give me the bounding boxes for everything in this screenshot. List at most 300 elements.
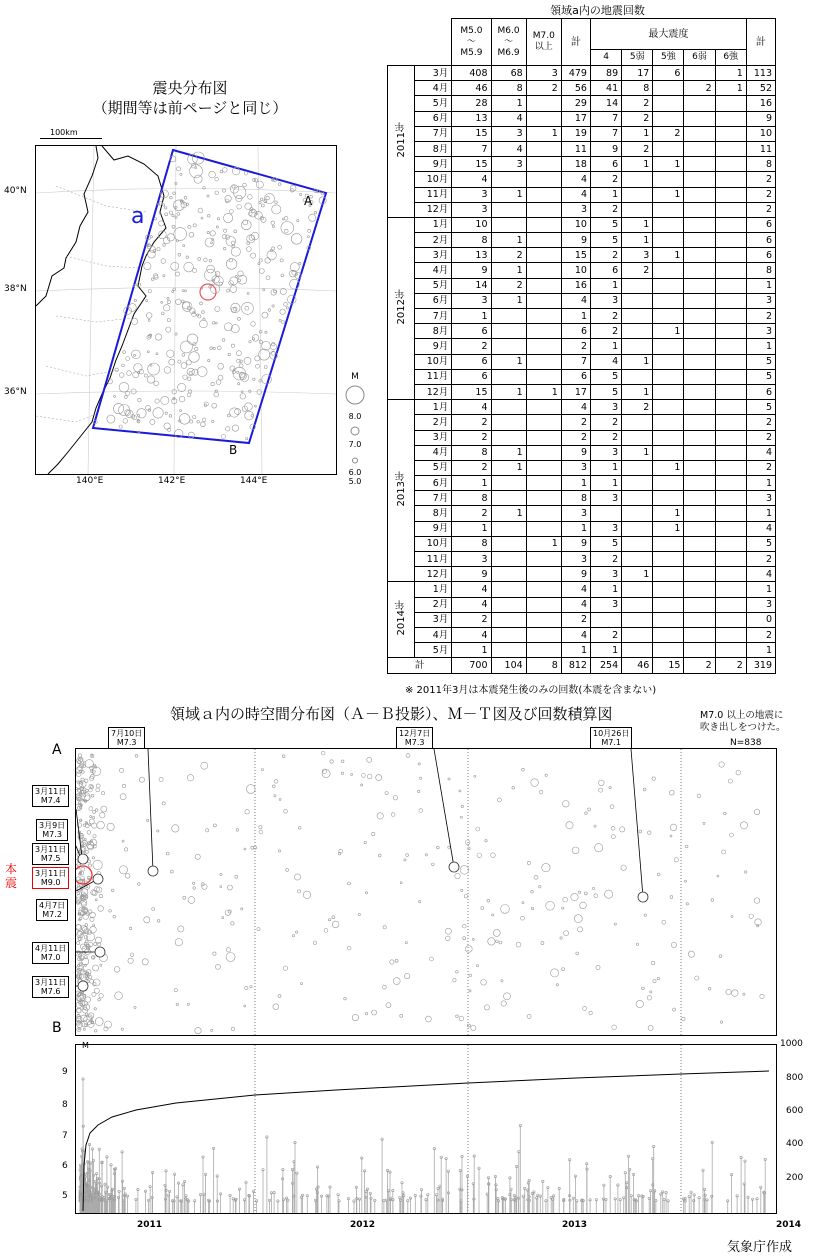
count-cell: 3 xyxy=(452,293,491,308)
lon-label-140: 140°E xyxy=(76,476,104,486)
table-row xyxy=(388,536,776,551)
event-marker xyxy=(261,769,263,771)
count-cell xyxy=(653,491,684,506)
epicenter-marker xyxy=(218,363,224,369)
event-marker xyxy=(448,778,450,780)
count-cell: 3 xyxy=(561,552,590,567)
count-cell xyxy=(622,202,653,217)
event-marker xyxy=(341,772,343,774)
event-marker xyxy=(259,826,262,829)
epicenter-marker xyxy=(172,225,175,228)
year-cell: 2013年 xyxy=(388,400,415,582)
count-cell xyxy=(715,415,746,430)
event-marker xyxy=(743,993,745,995)
count-cell xyxy=(684,369,715,384)
event-marker xyxy=(93,835,96,838)
epicenter-marker xyxy=(187,334,198,345)
event-marker xyxy=(125,873,130,878)
count-cell: 2 xyxy=(590,202,621,217)
total-cell: 254 xyxy=(590,658,621,673)
event-marker xyxy=(545,774,547,776)
count-cell xyxy=(622,597,653,612)
event-marker xyxy=(551,969,559,977)
epicenter-marker xyxy=(167,300,170,303)
callout-2011-03-09: 3月9日 M7.3 xyxy=(36,819,68,841)
epicenter-marker xyxy=(134,364,142,372)
event-marker xyxy=(405,973,410,978)
axis-label-a: A xyxy=(52,742,62,758)
spacetime-note xyxy=(700,710,786,734)
event-marker xyxy=(391,813,395,817)
event-marker xyxy=(358,913,360,915)
event-marker xyxy=(122,840,124,842)
epicenter-marker xyxy=(209,259,212,262)
count-cell: 2 xyxy=(590,248,621,263)
count-cell xyxy=(491,430,526,445)
event-marker xyxy=(563,897,568,902)
epicenter-marker xyxy=(163,275,165,277)
count-cell xyxy=(684,141,715,156)
table-row xyxy=(388,627,776,642)
epicenter-marker xyxy=(201,422,206,427)
epicenter-marker xyxy=(165,207,167,209)
event-marker xyxy=(330,760,333,763)
count-cell: 1 xyxy=(452,476,491,491)
count-cell: 1 xyxy=(746,506,775,521)
event-marker xyxy=(213,824,216,827)
event-marker xyxy=(685,845,688,848)
count-cell: 1 xyxy=(561,476,590,491)
table-row xyxy=(388,233,776,248)
count-cell: 4 xyxy=(561,172,590,187)
count-cell: 1 xyxy=(590,278,621,293)
epicenter-marker xyxy=(225,195,231,201)
event-marker xyxy=(584,892,587,895)
epicenter-marker xyxy=(148,290,151,293)
count-cell: 1 xyxy=(526,126,561,141)
event-marker xyxy=(292,935,294,937)
count-cell xyxy=(526,460,561,475)
table-note: ※ 2011年3月は本震発生後のみの回数(本震を含まない) xyxy=(405,685,657,696)
epicenter-marker xyxy=(240,360,243,363)
epicenter-marker xyxy=(259,201,261,203)
epicenter-marker xyxy=(265,331,267,333)
epicenter-marker xyxy=(148,251,156,259)
event-marker xyxy=(113,915,116,918)
event-marker xyxy=(115,992,123,1000)
month-cell: 9月 xyxy=(415,157,452,172)
count-cell: 4 xyxy=(746,567,775,582)
event-marker xyxy=(178,926,184,932)
count-cell xyxy=(622,627,653,642)
epicenter-marker xyxy=(170,196,173,199)
month-cell: 7月 xyxy=(415,309,452,324)
epicenter-marker xyxy=(224,229,227,232)
count-cell xyxy=(715,567,746,582)
table-row xyxy=(388,612,776,627)
count-cell: 4 xyxy=(561,582,590,597)
event-marker xyxy=(94,1008,96,1010)
count-cell xyxy=(715,552,746,567)
mt-year-2011: 2011 xyxy=(137,1220,163,1230)
event-marker xyxy=(464,895,467,898)
count-cell xyxy=(684,309,715,324)
event-marker xyxy=(122,784,125,787)
header-intensity-0: 4 xyxy=(590,50,621,66)
count-cell: 3 xyxy=(590,567,621,582)
count-cell xyxy=(526,354,561,369)
epicenter-marker xyxy=(262,341,271,350)
event-marker xyxy=(124,848,127,851)
count-cell: 15 xyxy=(561,248,590,263)
count-cell: 2 xyxy=(653,126,684,141)
event-marker xyxy=(463,937,466,940)
event-marker xyxy=(94,764,96,766)
event-marker xyxy=(101,806,107,812)
header-total: 計 xyxy=(561,19,590,66)
epicenter-marker xyxy=(198,258,201,261)
event-marker xyxy=(560,937,562,939)
count-cell: 3 xyxy=(526,66,561,81)
count-cell: 10 xyxy=(746,126,775,141)
total-cell: 46 xyxy=(622,658,653,673)
count-cell xyxy=(684,521,715,536)
count-cell xyxy=(491,339,526,354)
epicenter-marker xyxy=(134,299,136,301)
count-cell: 8 xyxy=(452,233,491,248)
event-marker xyxy=(531,890,534,893)
event-marker xyxy=(685,880,687,882)
event-marker xyxy=(367,757,372,762)
event-marker xyxy=(85,1013,87,1015)
count-cell: 2 xyxy=(561,415,590,430)
mainshock-epicenter xyxy=(200,284,216,300)
count-cell xyxy=(622,521,653,536)
epicenter-marker xyxy=(275,201,278,204)
count-cell: 2 xyxy=(452,415,491,430)
event-marker xyxy=(682,1017,686,1021)
epicenter-marker xyxy=(246,247,251,252)
event-marker xyxy=(97,821,105,829)
count-cell xyxy=(715,293,746,308)
event-marker xyxy=(501,980,503,982)
count-cell: 2 xyxy=(746,460,775,475)
epicenter-marker xyxy=(147,376,154,383)
count-cell: 1 xyxy=(590,582,621,597)
event-marker xyxy=(364,841,366,843)
mt-plot-svg xyxy=(76,1045,776,1213)
count-cell: 1 xyxy=(561,309,590,324)
count-cell: 6 xyxy=(561,324,590,339)
count-cell xyxy=(715,369,746,384)
epicenter-marker xyxy=(212,322,215,325)
count-cell: 19 xyxy=(561,126,590,141)
event-marker xyxy=(99,994,103,998)
count-cell: 9 xyxy=(590,141,621,156)
event-marker xyxy=(278,994,281,997)
mt-rtick-600: 600 xyxy=(786,1106,804,1116)
epicenter-marker xyxy=(314,211,317,214)
month-cell: 5月 xyxy=(415,96,452,111)
count-cell: 5 xyxy=(746,369,775,384)
count-cell: 2 xyxy=(452,612,491,627)
count-cell: 2 xyxy=(590,552,621,567)
count-cell: 5 xyxy=(746,400,775,415)
epicenter-marker xyxy=(272,225,274,227)
epicenter-marker xyxy=(259,340,262,343)
count-cell xyxy=(526,552,561,567)
earthquake-count-table xyxy=(387,18,776,674)
event-marker xyxy=(76,1016,82,1022)
count-cell xyxy=(653,96,684,111)
count-cell xyxy=(715,430,746,445)
count-cell: 2 xyxy=(590,309,621,324)
epicenter-marker xyxy=(169,211,172,214)
count-cell xyxy=(526,248,561,263)
count-cell xyxy=(653,369,684,384)
count-cell: 4 xyxy=(452,400,491,415)
epicenter-marker xyxy=(226,427,230,431)
count-cell xyxy=(653,339,684,354)
event-marker xyxy=(162,802,165,805)
event-marker xyxy=(652,961,655,964)
callout-2011-04-07: 4月7日 M7.2 xyxy=(36,899,68,921)
count-cell xyxy=(715,460,746,475)
event-marker xyxy=(244,1005,246,1007)
epicenter-marker xyxy=(222,234,226,238)
event-marker xyxy=(351,773,353,775)
month-cell: 1月 xyxy=(415,217,452,232)
epicenter-marker xyxy=(202,311,205,314)
count-cell xyxy=(715,476,746,491)
count-cell: 2 xyxy=(622,263,653,278)
count-cell: 29 xyxy=(561,96,590,111)
event-marker xyxy=(85,997,91,1003)
event-marker xyxy=(215,964,220,969)
mt-year-2013: 2013 xyxy=(562,1220,588,1230)
event-marker xyxy=(187,1003,189,1005)
epicenter-marker xyxy=(215,322,217,324)
count-cell: 2 xyxy=(561,612,590,627)
event-marker xyxy=(686,903,688,905)
count-cell: 1 xyxy=(491,187,526,202)
table-row xyxy=(388,400,776,415)
count-cell: 1 xyxy=(622,384,653,399)
count-cell xyxy=(622,187,653,202)
event-marker xyxy=(732,990,739,997)
count-cell xyxy=(653,400,684,415)
epicenter-marker xyxy=(232,185,235,188)
epicenter-marker xyxy=(272,343,275,346)
month-cell: 10月 xyxy=(415,172,452,187)
epicenter-marker xyxy=(216,380,221,385)
count-cell: 6 xyxy=(746,384,775,399)
header-intensity-2: 5強 xyxy=(653,50,684,66)
event-marker xyxy=(83,1028,85,1030)
count-cell: 7 xyxy=(590,111,621,126)
mt-plot xyxy=(75,1044,777,1214)
count-cell xyxy=(491,597,526,612)
event-marker xyxy=(461,889,463,891)
mag-legend-8: 8.0 xyxy=(348,412,362,421)
event-marker xyxy=(235,875,238,878)
epicenter-marker xyxy=(237,205,242,210)
count-cell xyxy=(715,491,746,506)
epicenter-marker xyxy=(214,392,219,397)
event-marker xyxy=(365,1013,367,1015)
credit-label: 気象庁作成 xyxy=(727,1240,793,1255)
epicenter-marker xyxy=(193,416,196,419)
epicenter-marker xyxy=(222,435,226,439)
event-marker xyxy=(332,921,339,928)
count-cell xyxy=(622,476,653,491)
event-marker xyxy=(516,942,521,947)
epicenter-marker xyxy=(125,396,128,399)
count-cell xyxy=(526,172,561,187)
count-cell xyxy=(526,369,561,384)
callout-2012-12-07: 12月7日 M7.3 xyxy=(396,727,433,749)
event-marker xyxy=(250,986,252,988)
total-cell: 700 xyxy=(452,658,491,673)
count-cell xyxy=(715,187,746,202)
count-cell: 2 xyxy=(452,506,491,521)
event-marker xyxy=(231,1027,234,1030)
map-subtitle: （期間等は前ページと同じ） xyxy=(92,99,288,117)
epicenter-marker xyxy=(200,302,203,305)
epicenter-marker xyxy=(256,181,263,188)
event-marker xyxy=(98,906,104,912)
count-cell xyxy=(622,582,653,597)
count-cell xyxy=(715,612,746,627)
month-cell: 1月 xyxy=(415,582,452,597)
epicenter-marker xyxy=(204,258,208,262)
event-marker xyxy=(461,805,463,807)
event-marker xyxy=(91,956,94,959)
count-cell: 1 xyxy=(491,263,526,278)
map-title-text: 震央分布図 xyxy=(152,79,228,97)
count-cell: 15 xyxy=(452,384,491,399)
table-title: 領域a内の地震回数 xyxy=(550,4,645,17)
count-cell xyxy=(526,339,561,354)
count-cell: 8 xyxy=(491,81,526,96)
event-marker xyxy=(488,938,495,945)
count-cell: 4 xyxy=(452,582,491,597)
epicenter-marker xyxy=(133,354,135,356)
event-marker xyxy=(295,931,297,933)
epicenter-marker xyxy=(215,177,219,181)
event-marker xyxy=(745,871,747,873)
event-marker xyxy=(460,816,462,818)
count-cell xyxy=(715,339,746,354)
month-cell: 2月 xyxy=(415,597,452,612)
count-cell: 3 xyxy=(590,400,621,415)
count-cell xyxy=(653,202,684,217)
epicenter-marker xyxy=(247,292,249,294)
count-cell xyxy=(622,324,653,339)
count-cell: 2 xyxy=(452,339,491,354)
table-row xyxy=(388,126,776,141)
epicenter-marker xyxy=(245,403,253,411)
event-marker xyxy=(731,916,733,918)
count-cell xyxy=(715,126,746,141)
event-marker xyxy=(612,1025,617,1030)
event-marker xyxy=(455,873,460,878)
count-cell xyxy=(715,172,746,187)
count-cell xyxy=(526,202,561,217)
count-cell xyxy=(684,126,715,141)
count-cell: 7 xyxy=(590,126,621,141)
count-cell: 1 xyxy=(746,643,775,658)
count-cell xyxy=(491,217,526,232)
event-marker xyxy=(77,941,80,944)
event-marker xyxy=(303,891,310,898)
event-marker xyxy=(456,971,459,974)
mag-legend-7-circle xyxy=(344,426,366,436)
lat-label-40: 40°N xyxy=(4,186,27,196)
count-cell xyxy=(491,643,526,658)
event-marker xyxy=(98,998,101,1001)
epicenter-marker xyxy=(161,312,164,315)
count-cell xyxy=(526,141,561,156)
event-marker xyxy=(245,986,248,989)
count-cell: 2 xyxy=(622,400,653,415)
count-cell xyxy=(526,324,561,339)
count-cell: 4 xyxy=(561,597,590,612)
epicenter-marker xyxy=(217,218,219,220)
count-cell: 5 xyxy=(590,217,621,232)
month-cell: 10月 xyxy=(415,354,452,369)
event-marker xyxy=(344,997,347,1000)
event-marker xyxy=(404,859,406,861)
count-cell: 1 xyxy=(653,521,684,536)
event-marker xyxy=(562,968,565,971)
count-cell: 5 xyxy=(590,384,621,399)
epicenter-marker xyxy=(244,171,248,175)
event-marker xyxy=(400,882,402,884)
epicenter-marker xyxy=(239,364,243,368)
event-marker xyxy=(657,873,660,876)
event-marker xyxy=(195,1027,201,1033)
count-cell xyxy=(684,339,715,354)
count-cell: 9 xyxy=(561,567,590,582)
epicenter-marker xyxy=(162,204,164,206)
event-marker xyxy=(736,770,741,775)
epicenter-marker xyxy=(213,347,215,349)
count-cell xyxy=(653,141,684,156)
count-cell: 1 xyxy=(491,460,526,475)
count-cell xyxy=(684,567,715,582)
count-cell: 17 xyxy=(561,111,590,126)
table-row xyxy=(388,354,776,369)
epicenter-marker xyxy=(188,390,191,393)
count-cell: 4 xyxy=(491,141,526,156)
event-marker xyxy=(393,978,400,985)
epicenter-marker xyxy=(299,262,301,264)
count-cell xyxy=(715,111,746,126)
count-cell: 3 xyxy=(746,491,775,506)
epicenter-marker xyxy=(160,190,168,198)
event-marker xyxy=(566,822,573,829)
count-cell: 1 xyxy=(491,293,526,308)
event-marker xyxy=(546,901,555,910)
count-cell xyxy=(526,567,561,582)
epicenter-marker xyxy=(146,313,152,319)
event-marker xyxy=(84,956,87,959)
count-cell: 1 xyxy=(622,217,653,232)
event-marker xyxy=(85,760,93,768)
event-marker xyxy=(90,785,93,788)
count-cell xyxy=(684,172,715,187)
